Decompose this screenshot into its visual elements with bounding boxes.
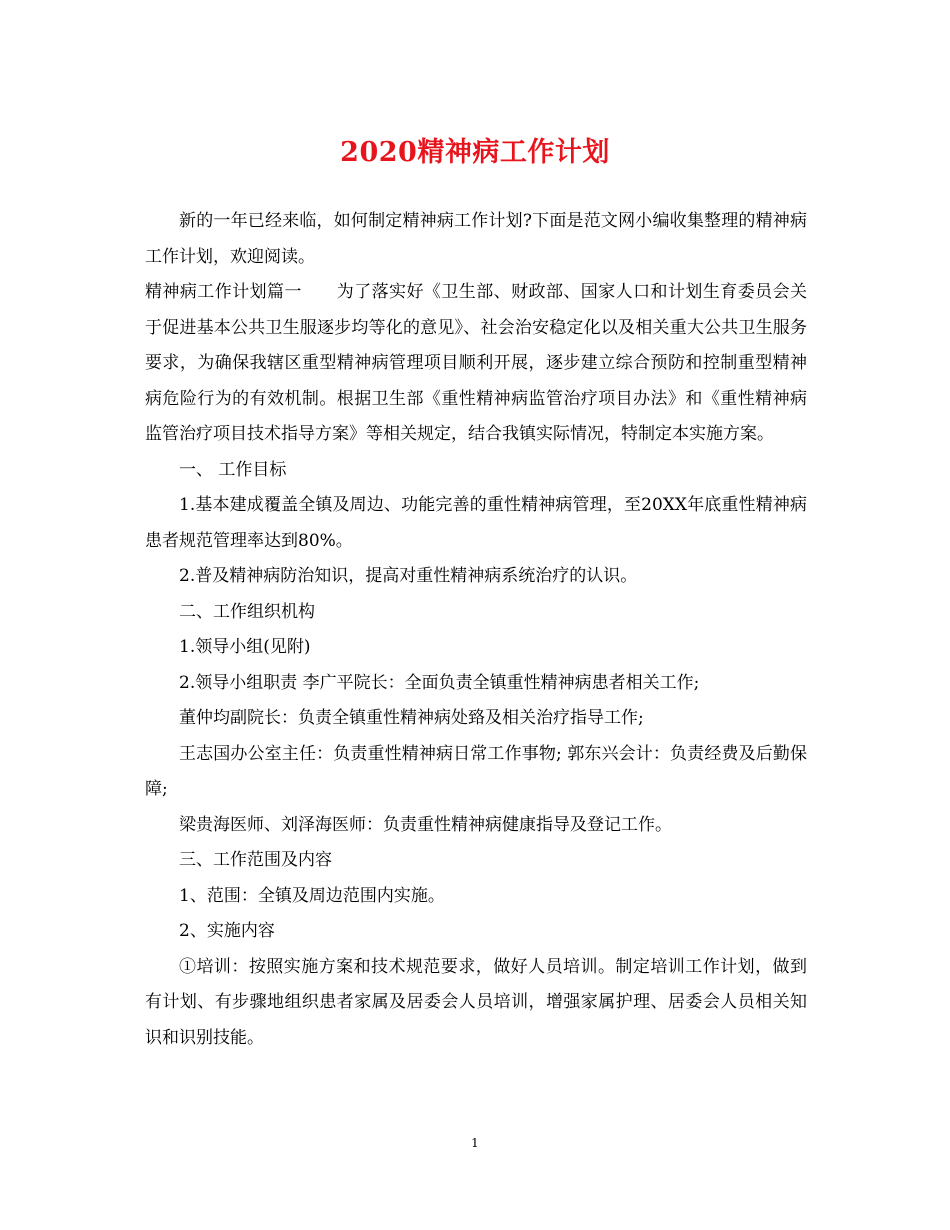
heading-scope-content: 三、工作范围及内容	[179, 850, 332, 870]
paragraph-office-director: 王志国办公室主任：负责重性精神病日常工作事物; 郭东兴会计：负责经费及后勤保障;	[145, 743, 807, 799]
paragraph-chapter-one: 精神病工作计划篇一 为了落实好《卫生部、财政部、国家人口和计划生育委员会关于促进基本公共卫生服逐步均等化的意见》、社会治安稳定化以及相关重大公共卫生服务要求，为确保我辖区重型精神病管理项目顺利开展，逐步建立综合预防和控制重型精神病危险行为的有效机制。根据卫生部《重性精神病监管治疗项目办法》和《重性精神病监管治疗项目技术指导方案》等相关规定，结合我镇实际情况，特制定本实施方案。	[145, 282, 807, 444]
paragraph-goal-1: 1.基本建成覆盖全镇及周边、功能完善的重性精神病管理，至20XX年底重性精神病患者规范管理率达到80%。	[145, 495, 807, 551]
paragraph-leading-group: 1.领导小组(见附)	[179, 637, 311, 657]
heading-organization: 二、工作组织机构	[179, 601, 315, 622]
page-number: 1	[471, 1136, 479, 1150]
paragraph-goal-2: 2.普及精神病防治知识，提高对重性精神病系统治疗的认识。	[179, 566, 638, 586]
paragraph-physicians: 梁贵海医师、刘泽海医师：负责重性精神病健康指导及登记工作。	[179, 814, 672, 835]
paragraph-intro: 新的一年已经来临，如何制定精神病工作计划?下面是范文网小编收集整理的精神病工作计划，欢迎阅读。	[145, 211, 807, 267]
heading-work-goals: 一、 工作目标	[179, 459, 287, 480]
paragraph-scope: 1、范围：全镇及周边范围内实施。	[179, 885, 445, 906]
paragraph-training: ①培训：按照实施方案和技术规范要求，做好人员培训。制定培训工作计划，做到有计划、有步骤地组织患者家属及居委会人员培训，增强家属护理、居委会人员相关知识和识别技能。	[145, 956, 807, 1048]
paragraph-vice-director: 董仲均副院长：负责全镇重性精神病处臵及相关治疗指导工作;	[179, 708, 644, 728]
paragraph-implementation: 2、实施内容	[179, 921, 275, 941]
document-body	[145, 204, 807, 1056]
document-title: 2020精神病工作计划	[340, 137, 610, 168]
paragraph-group-duties: 2.领导小组职责 李广平院长：全面负责全镇重性精神病患者相关工作;	[179, 672, 700, 693]
